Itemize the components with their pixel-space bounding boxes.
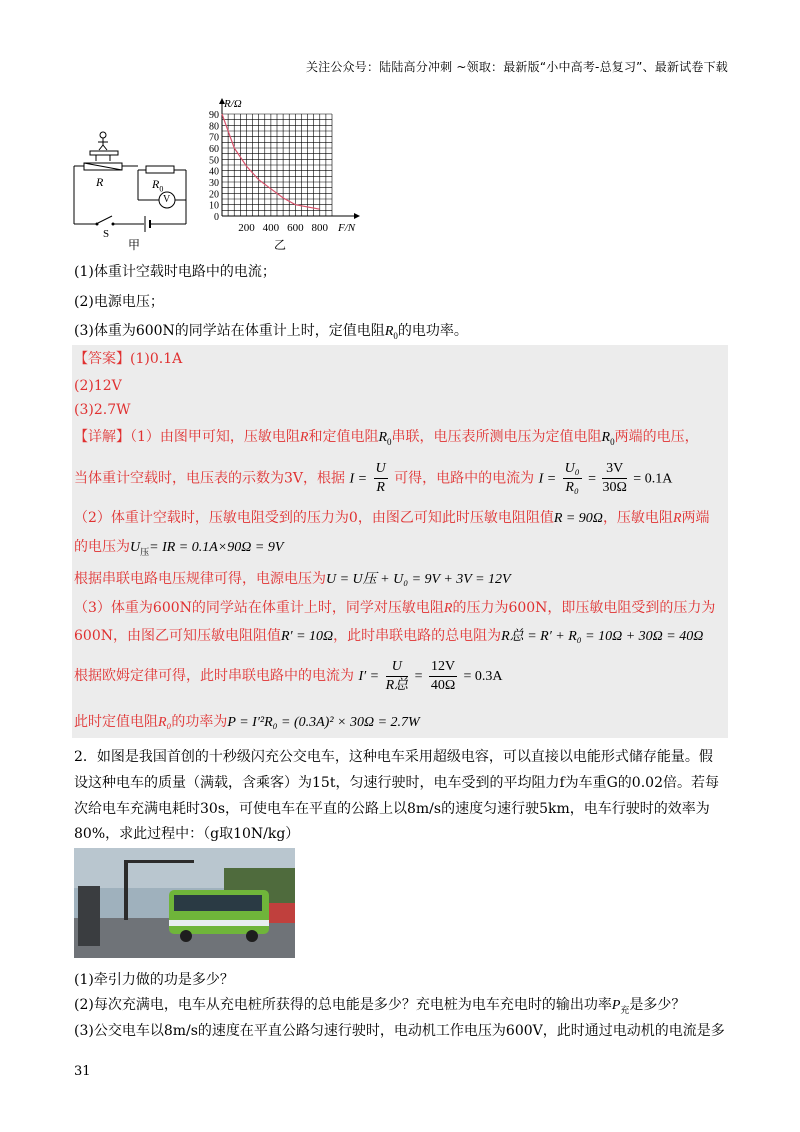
answer-line1: 【答案】(1)0.1A [74, 351, 183, 367]
caption-jia: 甲 [128, 238, 141, 252]
graph-chart [196, 96, 366, 236]
caption-yi: 乙 [274, 238, 287, 252]
y-tick-label: 10 [209, 200, 219, 212]
detail-line4: 的电压为$U_压=$ IR = 0.1A×90Ω = 9V [74, 539, 284, 558]
y-tick-label: 40 [209, 166, 219, 178]
q2-sub1: (1)牵引力做的功是多少？ [74, 972, 234, 988]
y-tick-label: 70 [209, 132, 219, 144]
y-tick-label: 0 [214, 212, 219, 223]
page-header: 关注公众号：陆陆高分冲刺 ~领取：最新版“小中高考-总复习”、最新试卷下载 [305, 60, 728, 74]
detail-line8: 根据欧姆定律可得，此时串联电路中的电流为 I′ = $\frac{U}{\text{R总}}$ = $\frac{12V}{40\Omega}$ = 0.3A [74, 658, 503, 693]
x-tick-label: 800 [311, 222, 329, 234]
q2-line4: 80%，求此过程中：（g取10N/kg） [74, 826, 300, 842]
bus-photo [74, 848, 295, 958]
label-V: V [163, 194, 171, 205]
x-tick-label: 200 [238, 222, 255, 234]
q2-line3: 次给电车充满电耗时30s，可使电车在平直的公路上以8m/s的速度匀速行驶5km，电车行驶时的效率为 [74, 801, 710, 817]
x-axis-arrow [354, 213, 360, 219]
detail-line1: 【详解】（1）由图甲可知，压敏电阻R和定值电阻$R_0$串联，电压表所测电压为定值电阻$R_0$两端的电压， [74, 429, 699, 447]
q2-sub2: (2)每次充满电，电车从充电桩所获得的总电能是多少？充电桩为电车充电时的输出功率$P_充$是多少？ [74, 997, 686, 1016]
x-tick-label: 400 [262, 222, 280, 234]
y-tick-label: 30 [209, 178, 219, 189]
q1-part1: (1)体重计空载时电路中的电流； [74, 264, 276, 280]
y-tick-label: 50 [209, 155, 219, 167]
graph-xlabel: F/N [338, 222, 356, 234]
q1-part2: (2)电源电压； [74, 294, 164, 310]
y-tick-label: 60 [209, 144, 219, 155]
label-S: S [103, 228, 110, 240]
y-tick-label: 80 [209, 121, 219, 133]
x-tick-label: 600 [287, 222, 304, 234]
detail-line5: 根据串联电路电压规律可得，电源电压为U = U压 + U₀ = 9V + 3V = 12V [74, 571, 511, 587]
y-tick-label: 20 [209, 189, 219, 201]
y-tick-label: 90 [209, 110, 219, 121]
page-number: 31 [74, 1064, 91, 1079]
detail-line7: 600N，由图乙可知压敏电阻阻值R′ = 10Ω，此时串联电路的总电阻为R总 = R′ + R₀ = 10Ω + 30Ω = 40Ω [74, 628, 704, 644]
detail-line9: 此时定值电阻R₀的功率为P = I′²R₀ = (0.3A)² × 30Ω = 2.7W [74, 714, 420, 730]
q2-line2: 设这种电车的质量（满载，含乘客）为15t，匀速行驶时，电车受到的平均阻力f为车重G的0.02倍。若每 [74, 775, 719, 791]
answer-line3: (3)2.7W [74, 402, 131, 418]
graph-ylabel: R/Ω [224, 98, 242, 110]
q2-line1: 2．如图是我国首创的十秒级闪充公交电车，这种电车采用超级电容，可以直接以电能形式储存能量。假 [74, 749, 713, 765]
detail-line2: 当体重计空载时，电压表的示数为3V，根据 I = $\frac{U}{R}$ 可得，电路中的电流为 I = $\frac{\text{U₀}}{\text{R₀}}$ = $\frac{3V}{30\Omega}$ = 0.1A [74, 461, 673, 495]
detail-line3: （2）体重计空载时，压敏电阻受到的压力为0，由图乙可知此时压敏电阻阻值R = 90Ω，压敏电阻R两端 [74, 510, 710, 526]
detail-line6: （3）体重为600N的同学站在体重计上时，同学对压敏电阻R的压力为600N，即压敏电阻受到的压力为 [74, 600, 716, 616]
q2-sub3: (3)公交电车以8m/s的速度在平直公路匀速行驶时，电动机工作电压为600V，此时通过电动机的电流是多 [74, 1023, 725, 1039]
answer-line2: (2)12V [74, 378, 122, 394]
label-R0: $R_0$ [152, 177, 164, 194]
q1-part3: (3)体重为600N的同学站在体重计上时，定值电阻$R_0$的电功率。 [74, 323, 468, 341]
y-axis-arrow [219, 98, 225, 104]
label-R: R [96, 175, 104, 189]
